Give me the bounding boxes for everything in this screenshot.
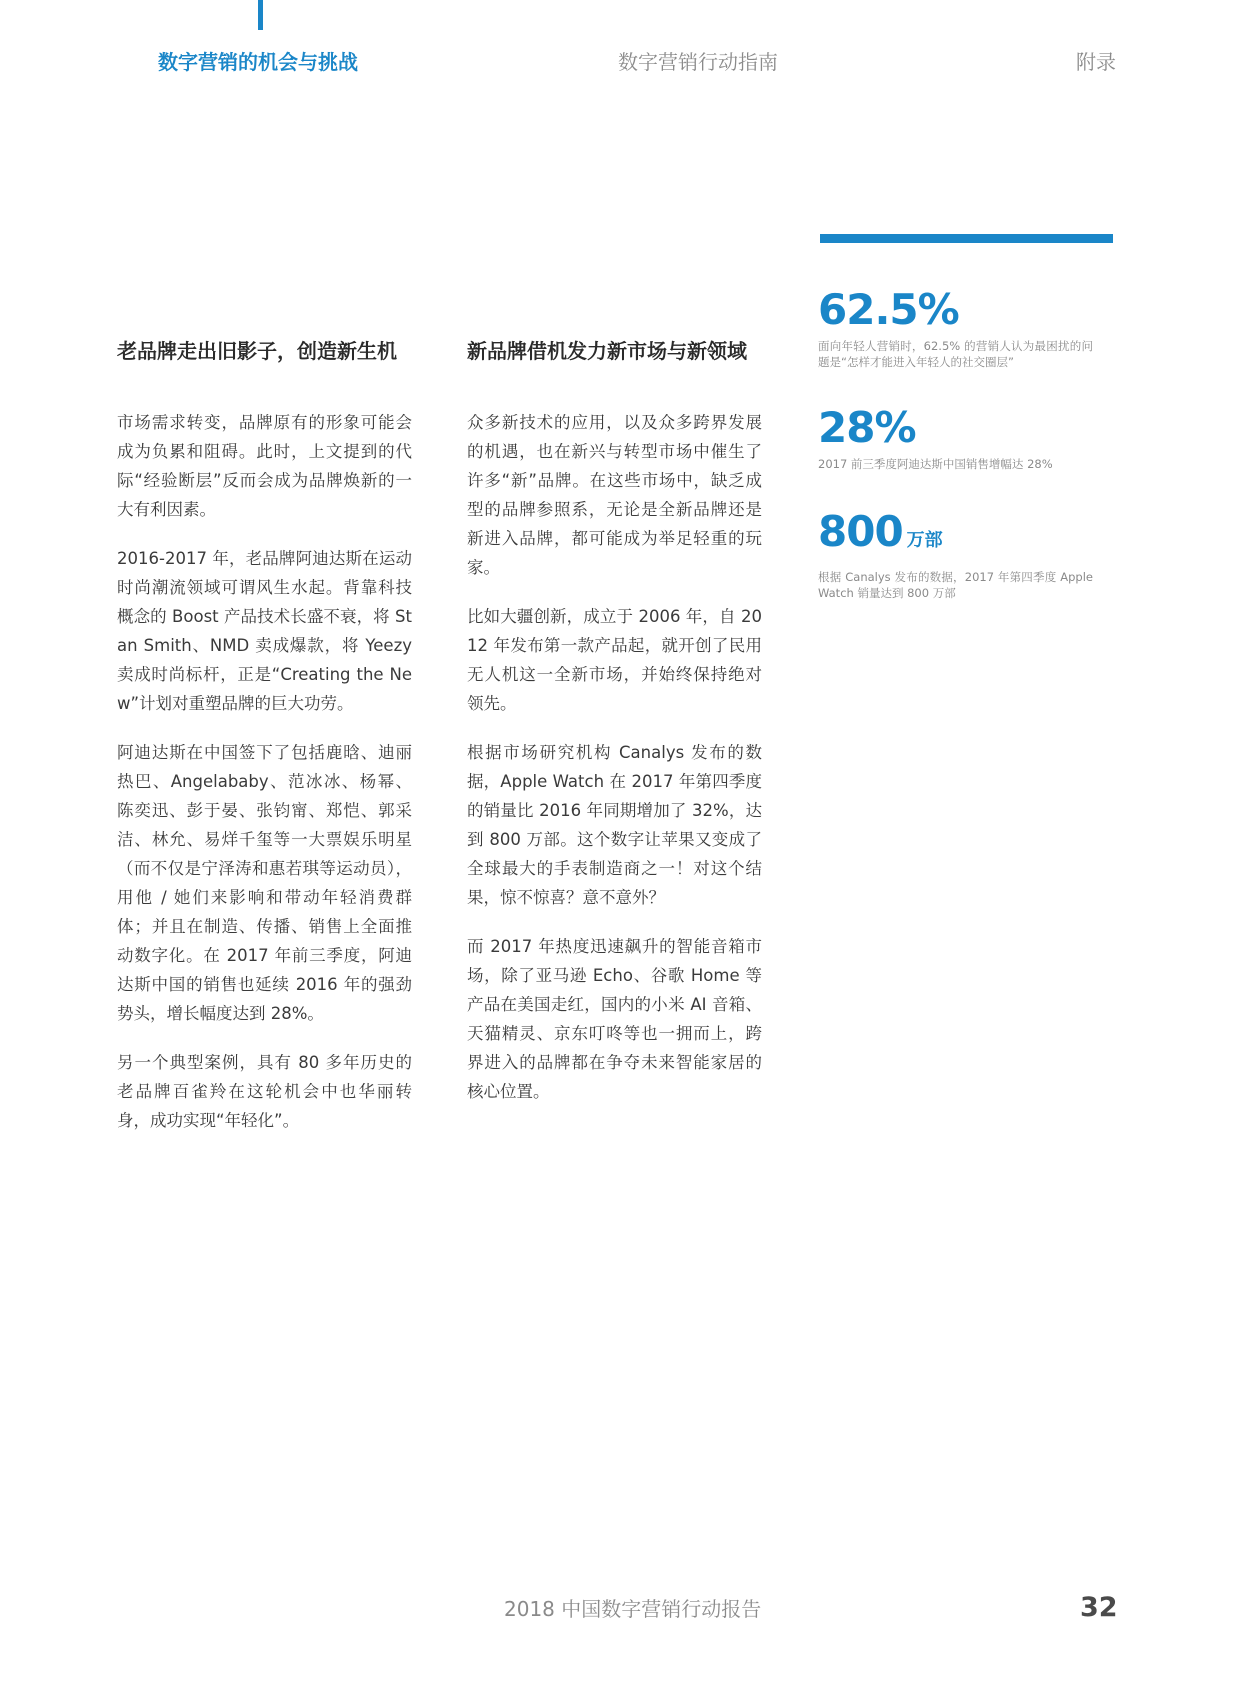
nav-chapter-action-guide[interactable]: 数字营销行动指南 bbox=[618, 50, 778, 74]
left-article-column bbox=[117, 336, 412, 1155]
left-section-heading: 老品牌走出旧影子，创造新生机 bbox=[117, 339, 397, 363]
stat-block-young-marketing bbox=[818, 286, 1093, 370]
left-paragraph: 阿迪达斯在中国签下了包括鹿晗、迪丽热巴、Angelababy、范冰冰、杨幂、陈奕迅、彭于晏、张钧甯、郑恺、郭采洁、林允、易烊千玺等一大票娱乐明星（而不仅是宁泽涛和惠若琪等运动员），用他 / 她们来影响和带动年轻消费群体；并且在制造、传播、销售上全面推动数字化。在 2017 年前三季度，阿迪达斯中国的销售也延续 2016 年的强劲势头，增长幅度达到 28%。 bbox=[117, 743, 412, 1023]
stat-block-apple-watch-sales bbox=[818, 508, 1093, 601]
header-accent-marker bbox=[258, 0, 263, 30]
left-paragraph: 市场需求转变，品牌原有的形象可能会成为负累和阻碍。此时，上文提到的代际“经验断层”反而会成为品牌焕新的一大有利因素。 bbox=[117, 413, 412, 519]
stat-unit: 万部 bbox=[906, 530, 943, 551]
stat-description: 根据 Canalys 发布的数据，2017 年第四季度 Apple Watch 销量达到 800 万部 bbox=[818, 570, 1093, 600]
middle-paragraph: 比如大疆创新，成立于 2006 年，自 2012 年发布第一款产品起，就开创了民用无人机这一全新市场，并始终保持绝对领先。 bbox=[467, 607, 762, 713]
stat-description: 2017 前三季度阿迪达斯中国销售增幅达 28% bbox=[818, 457, 1053, 471]
stat-block-adidas-growth bbox=[818, 404, 1093, 472]
stats-accent-bar bbox=[820, 234, 1113, 243]
stat-value: 28% bbox=[818, 403, 916, 452]
middle-article-column bbox=[467, 336, 762, 1126]
middle-section-heading: 新品牌借机发力新市场与新领域 bbox=[467, 339, 747, 363]
middle-paragraph: 根据市场研究机构 Canalys 发布的数据，Apple Watch 在 2017 年第四季度的销量比 2016 年同期增加了 32%，达到 800 万部。这个数字让苹果又变成了全球最大的手表制造商之一！对这个结果，惊不惊喜？意不意外？ bbox=[467, 743, 762, 907]
stat-description: 面向年轻人营销时，62.5% 的营销人认为最困扰的问题是“怎样才能进入年轻人的社交圈层” bbox=[818, 339, 1093, 369]
stat-value: 800 万部 bbox=[818, 507, 943, 556]
middle-paragraph: 众多新技术的应用，以及众多跨界发展的机遇，也在新兴与转型市场中催生了许多“新”品牌。在这些市场中，缺乏成型的品牌参照系，无论是全新品牌还是新进入品牌，都可能成为举足轻重的玩家。 bbox=[467, 413, 762, 577]
nav-chapter-opportunities[interactable]: 数字营销的机会与挑战 bbox=[158, 50, 358, 74]
page-number: 32 bbox=[1080, 1592, 1118, 1623]
stat-value: 62.5% bbox=[818, 285, 959, 334]
middle-paragraph: 而 2017 年热度迅速飙升的智能音箱市场，除了亚马逊 Echo、谷歌 Home 等产品在美国走红，国内的小米 AI 音箱、天猫精灵、京东叮咚等也一拥而上，跨界进入的品牌都在争夺未来智能家居的核心位置。 bbox=[467, 937, 762, 1101]
nav-chapter-appendix[interactable]: 附录 bbox=[1076, 50, 1116, 74]
left-paragraph: 另一个典型案例，具有 80 多年历史的老品牌百雀羚在这轮机会中也华丽转身，成功实现“年轻化”。 bbox=[117, 1053, 412, 1130]
left-paragraph: 2016-2017 年，老品牌阿迪达斯在运动时尚潮流领域可谓风生水起。背靠科技概念的 Boost 产品技术长盛不衰，将 Stan Smith、NMD 卖成爆款，将 Yeezy 卖成时尚标杆，正是“Creating the New”计划对重塑品牌的巨大功劳。 bbox=[117, 549, 412, 713]
footer-report-title: 2018 中国数字营销行动报告 bbox=[504, 1597, 762, 1621]
